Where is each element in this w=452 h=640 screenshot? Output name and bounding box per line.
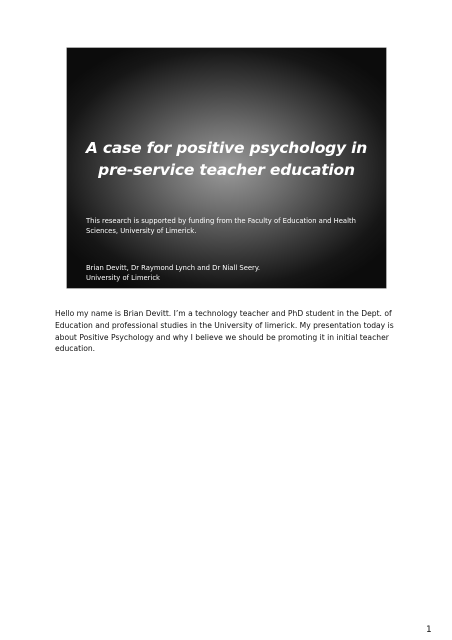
- slide-funding-note: This research is supported by funding from the Faculty of Education and Health Sciences, University of Limerick.: [86, 217, 356, 235]
- slide-authors-names: Brian Devitt, Dr Raymond Lynch and Dr Niall Seery.: [86, 264, 261, 272]
- slide-title: A case for positive psychology in pre-service teacher education: [85, 139, 368, 179]
- slide-thumbnail: [67, 48, 386, 288]
- page-number: 1: [426, 625, 432, 635]
- speaker-notes: Hello my name is Brian Devitt. I’m a technology teacher and PhD student in the Dept. of Education and professional studies in the University of limerick. My presentation today is about Positive Psychology and why I believe we should be promoting it in initial teacher education.: [55, 309, 394, 354]
- slide-authors: [86, 263, 371, 283]
- slide-authors-affiliation: University of Limerick: [86, 274, 160, 282]
